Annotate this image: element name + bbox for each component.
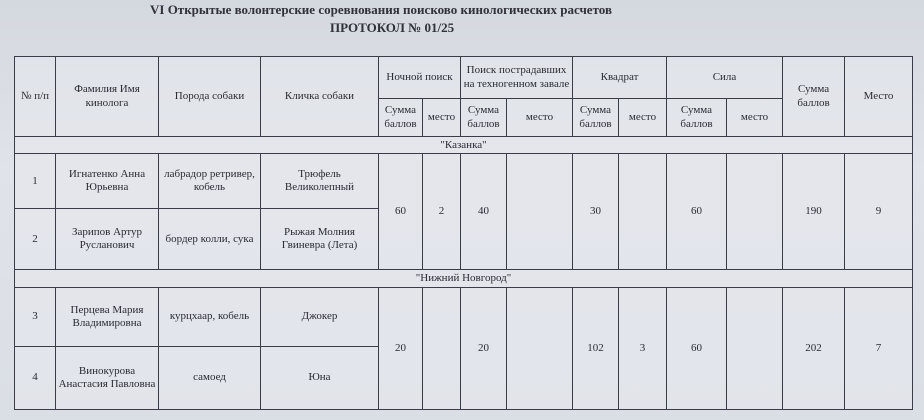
col-header-dog-name: Кличка собаки bbox=[261, 57, 379, 137]
handler-name: Перцева Мария Владимировна bbox=[56, 287, 159, 346]
col-header-handler-name: Фамилия Имя кинолога bbox=[56, 57, 159, 137]
dog-name: Трюфель Великолепный bbox=[261, 154, 379, 209]
group-heading: "Нижний Новгород" bbox=[15, 270, 913, 287]
night-place: 2 bbox=[423, 154, 461, 270]
strength-place bbox=[727, 287, 783, 409]
total-score: 202 bbox=[783, 287, 845, 409]
dog-name: Юна bbox=[261, 346, 379, 409]
handler-name: Игнатенко Анна Юрьевна bbox=[56, 154, 159, 209]
handler-name: Зарипов Артур Русланович bbox=[56, 209, 159, 270]
subheader-strength-place: место bbox=[727, 99, 783, 137]
dog-breed: курцхаар, кобель bbox=[159, 287, 261, 346]
square-place bbox=[619, 154, 667, 270]
col-header-rubble-search: Поиск пострадавших на техногенном завале bbox=[461, 57, 573, 99]
table-row bbox=[15, 154, 913, 209]
col-header-square: Квадрат bbox=[573, 57, 667, 99]
dog-breed: бордер колли, сука bbox=[159, 209, 261, 270]
dog-breed: лабрадор ретривер, кобель bbox=[159, 154, 261, 209]
col-header-night-search: Ночной поиск bbox=[379, 57, 461, 99]
rubble-place bbox=[507, 154, 573, 270]
subheader-night-place: место bbox=[423, 99, 461, 137]
subheader-rubble-score: Сумма баллов bbox=[461, 99, 507, 137]
table-row bbox=[15, 287, 913, 346]
strength-score: 60 bbox=[667, 287, 727, 409]
subheader-night-score: Сумма баллов bbox=[379, 99, 423, 137]
col-header-strength: Сила bbox=[667, 57, 783, 99]
document-title: VI Открытые волонтерские соревнования поисково кинологических расчетов bbox=[150, 2, 612, 17]
rubble-score: 40 bbox=[461, 154, 507, 270]
strength-score: 60 bbox=[667, 154, 727, 270]
row-number: 1 bbox=[15, 154, 56, 209]
night-score: 20 bbox=[379, 287, 423, 409]
square-place: 3 bbox=[619, 287, 667, 409]
col-header-place: Место bbox=[845, 57, 913, 137]
night-score: 60 bbox=[379, 154, 423, 270]
rubble-place bbox=[507, 287, 573, 409]
dog-name: Рыжая Молния Гвиневра (Лета) bbox=[261, 209, 379, 270]
subheader-strength-score: Сумма баллов bbox=[667, 99, 727, 137]
subheader-rubble-place: место bbox=[507, 99, 573, 137]
final-place: 7 bbox=[845, 287, 913, 409]
rubble-score: 20 bbox=[461, 287, 507, 409]
row-number: 3 bbox=[15, 287, 56, 346]
strength-place bbox=[727, 154, 783, 270]
group-heading: "Казанка" bbox=[15, 137, 913, 154]
final-place: 9 bbox=[845, 154, 913, 270]
protocol-table bbox=[14, 56, 913, 410]
row-number: 4 bbox=[15, 346, 56, 409]
subheader-square-score: Сумма баллов bbox=[573, 99, 619, 137]
night-place bbox=[423, 287, 461, 409]
col-header-number: № п/п bbox=[15, 57, 56, 137]
handler-name: Винокурова Анастасия Павловна bbox=[56, 346, 159, 409]
square-score: 30 bbox=[573, 154, 619, 270]
row-number: 2 bbox=[15, 209, 56, 270]
subheader-square-place: место bbox=[619, 99, 667, 137]
col-header-breed: Порода собаки bbox=[159, 57, 261, 137]
square-score: 102 bbox=[573, 287, 619, 409]
total-score: 190 bbox=[783, 154, 845, 270]
dog-name: Джокер bbox=[261, 287, 379, 346]
col-header-total: Сумма баллов bbox=[783, 57, 845, 137]
protocol-number: ПРОТОКОЛ № 01/25 bbox=[330, 20, 455, 35]
dog-breed: самоед bbox=[159, 346, 261, 409]
